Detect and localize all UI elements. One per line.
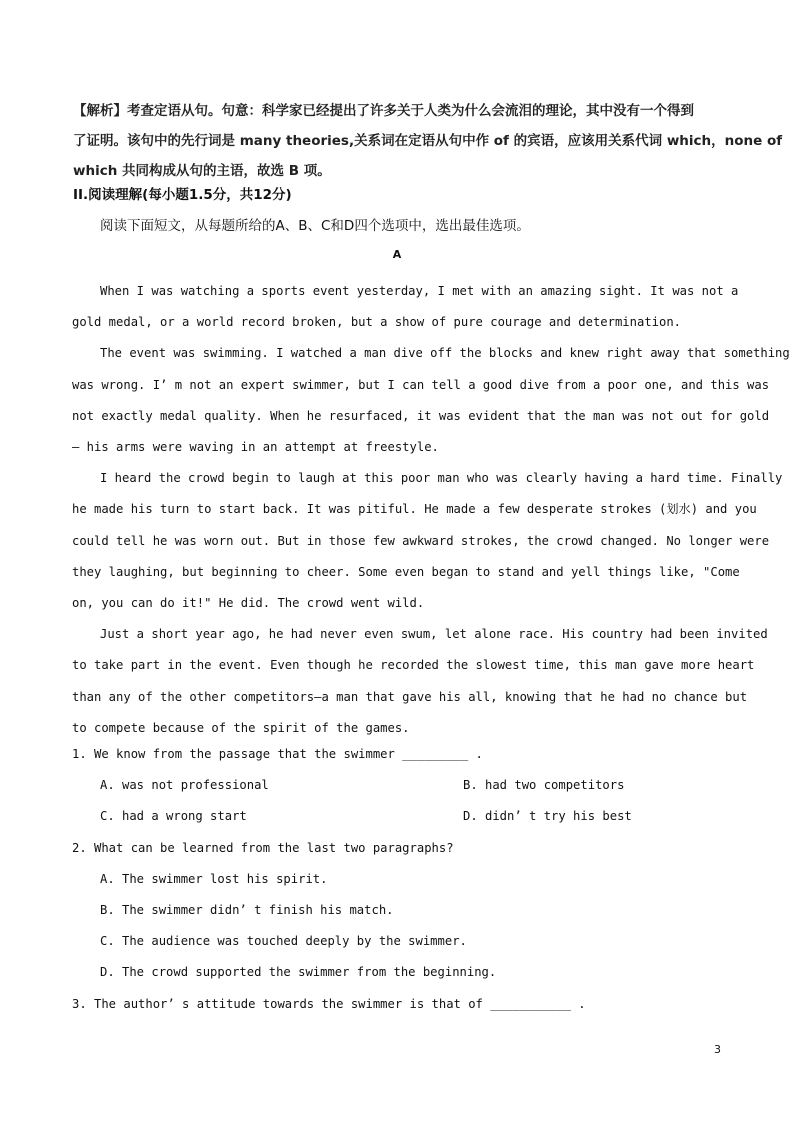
analysis-line: which 共同构成从句的主语，故选 B 项。 bbox=[73, 163, 331, 179]
passage-line: to take part in the event. Even though he recorded the slowest time, this man gave more heart bbox=[72, 658, 755, 673]
paragraph bbox=[72, 463, 783, 619]
passage-label: A bbox=[392, 248, 402, 261]
question-2-option-a: A. The swimmer lost his spirit. bbox=[100, 872, 328, 886]
question-1-option-d: D. didn’ t try his best bbox=[463, 809, 632, 823]
question-1-option-c: C. had a wrong start bbox=[100, 809, 247, 823]
passage-line: he made his turn to start back. It was pitiful. He made a few desperate strokes (划水) and you bbox=[72, 502, 757, 517]
question-2-option-d: D. The crowd supported the swimmer from the beginning. bbox=[100, 965, 497, 979]
question-2-option-c: C. The audience was touched deeply by the swimmer. bbox=[100, 934, 467, 948]
passage-line: was wrong. I’ m not an expert swimmer, but I can tell a good dive from a poor one, and this was bbox=[72, 377, 770, 392]
question-1-option-b: B. had two competitors bbox=[463, 778, 625, 792]
section-instruction: 阅读下面短文，从每题所给的A、B、C和D四个选项中，选出最佳选项。 bbox=[100, 218, 530, 234]
question-2-stem: 2. What can be learned from the last two paragraphs? bbox=[72, 841, 454, 855]
section-heading: II.阅读理解(每小题1.5分，共12分) bbox=[73, 187, 292, 203]
analysis-line: 了证明。该句中的先行词是 many theories,关系词在定语从句中作 of 的宾语，应该用关系代词 which，none of bbox=[73, 133, 783, 149]
question-2-option-b: B. The swimmer didn’ t finish his match. bbox=[100, 903, 394, 917]
passage-line: could tell he was worn out. But in those few awkward strokes, the crowd changed. No longer were bbox=[72, 533, 770, 548]
passage-line: gold medal, or a world record broken, but a show of pure courage and determination. bbox=[72, 315, 682, 330]
reading-passage bbox=[72, 276, 790, 744]
passage-line: than any of the other competitors—a man that gave his all, knowing that he had no chance but bbox=[72, 689, 748, 704]
paragraph bbox=[72, 276, 739, 338]
passage-line: on, you can do it!" He did. The crowd went wild. bbox=[72, 596, 425, 611]
passage-line: to compete because of the spirit of the games. bbox=[72, 720, 410, 735]
analysis-line: 【解析】考查定语从句。句意：科学家已经提出了许多关于人类为什么会流泪的理论，其中没有一个得到 bbox=[73, 103, 694, 119]
page-number: 3 bbox=[714, 1043, 721, 1056]
passage-line: The event was swimming. I watched a man dive off the blocks and knew right away that something bbox=[100, 346, 790, 361]
question-3-stem: 3. The author’ s attitude towards the swimmer is that of ___________ . bbox=[72, 997, 586, 1011]
paragraph bbox=[72, 338, 790, 463]
passage-line: not exactly medal quality. When he resurfaced, it was evident that the man was not out for gold bbox=[72, 408, 770, 423]
passage-line: I heard the crowd begin to laugh at this poor man who was clearly having a hard time. Finally bbox=[100, 471, 783, 486]
passage-line: — his arms were waving in an attempt at freestyle. bbox=[72, 440, 439, 455]
question-1-stem: 1. We know from the passage that the swimmer _________ . bbox=[72, 747, 483, 761]
passage-line: When I was watching a sports event yesterday, I met with an amazing sight. It was not a bbox=[100, 284, 739, 298]
question-1-option-a: A. was not professional bbox=[100, 778, 269, 792]
passage-line: they laughing, but beginning to cheer. Some even began to stand and yell things like, "Come bbox=[72, 564, 740, 579]
passage-line: Just a short year ago, he had never even swum, let alone race. His country had been invited bbox=[100, 627, 768, 642]
answer-analysis bbox=[73, 96, 783, 186]
paragraph bbox=[72, 619, 768, 744]
